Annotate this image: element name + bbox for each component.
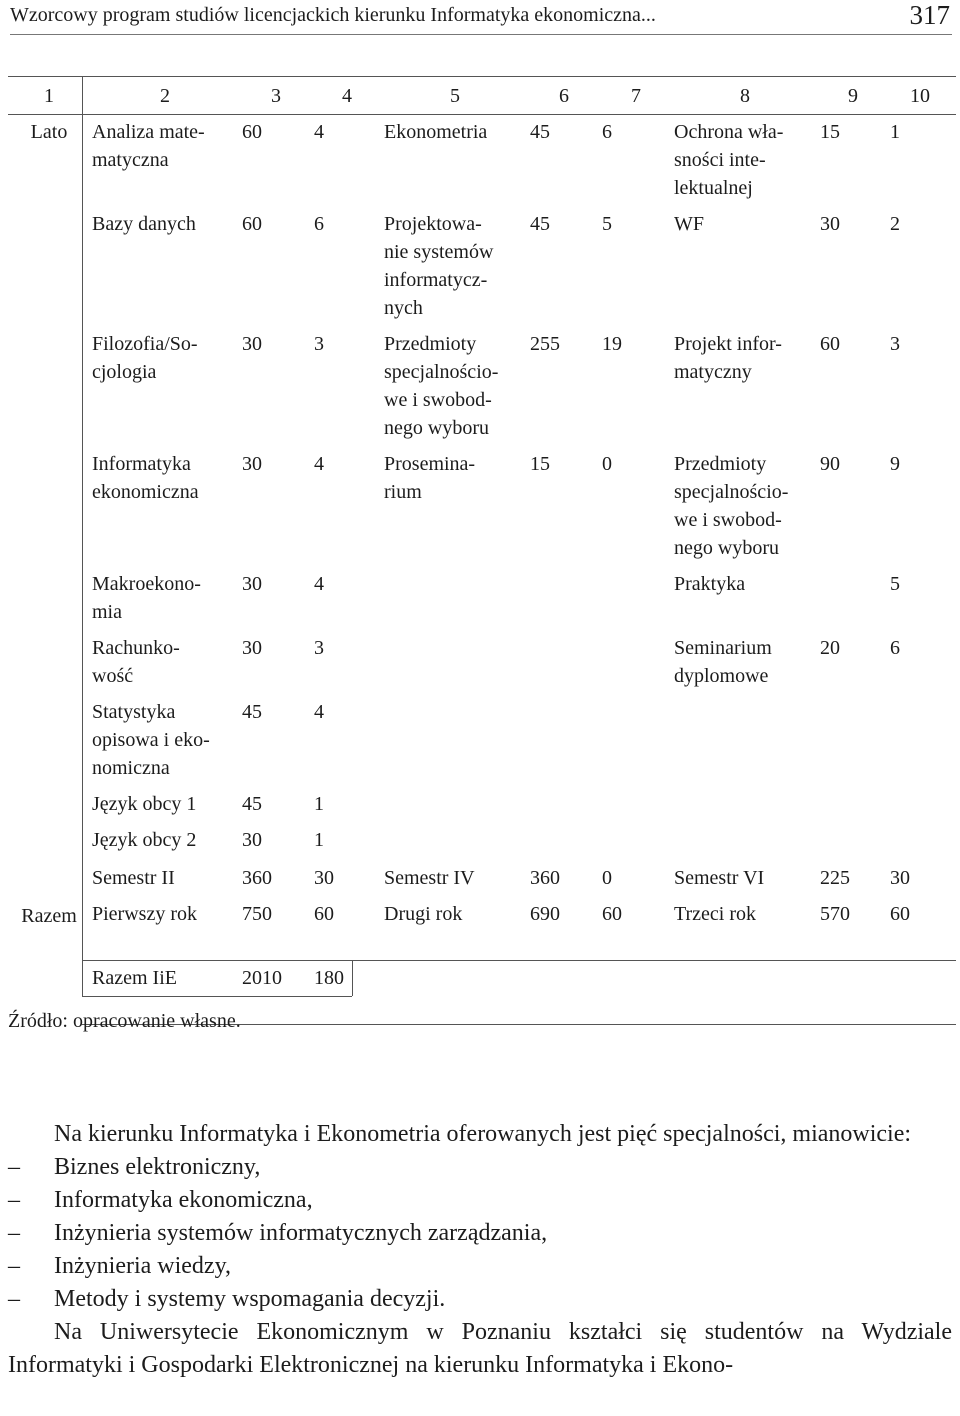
page-number: 317 [909, 0, 950, 30]
year-total-cell: 690 [530, 903, 560, 925]
semester-total-cell: 225 [820, 867, 850, 889]
subject-cell: Projekt infor- matyczny [674, 333, 782, 383]
subject-cell: Język obcy 2 [92, 829, 197, 851]
column-number: 8 [740, 85, 750, 107]
subject-cell: Ochrona wła- sności inte- lektualnej [674, 121, 784, 199]
ects-cell: 4 [314, 121, 324, 143]
hours-cell: 60 [820, 333, 840, 355]
razem-label: Razem [21, 905, 77, 927]
column-number: 5 [450, 85, 460, 107]
hours-cell: 15 [530, 453, 550, 475]
column-number: 4 [342, 85, 352, 107]
hours-cell: 45 [242, 701, 262, 723]
subject-cell: Ekonometria [384, 121, 488, 143]
semester-total-cell: 30 [890, 867, 910, 889]
ects-cell: 9 [890, 453, 900, 475]
ects-cell: 1 [314, 793, 324, 815]
ects-cell: 5 [602, 213, 612, 235]
hours-cell: 60 [242, 213, 262, 235]
specializations-list [8, 1151, 952, 1316]
ects-cell: 0 [602, 453, 612, 475]
semester-total-cell: 360 [530, 867, 560, 889]
grand-total-cell: 2010 [242, 967, 282, 989]
subject-cell: Praktyka [674, 573, 746, 595]
subject-cell: Przedmioty specjalnościo- we i swobod- nego wyboru [674, 453, 789, 559]
specialization-item: – Inżynieria systemów informatycznych zarządzania, [8, 1217, 952, 1250]
hours-cell: 30 [242, 573, 262, 595]
grand-total-cell: Razem IiE [92, 967, 177, 989]
hours-cell: 45 [242, 793, 262, 815]
column-number: 2 [160, 85, 170, 107]
specialization-item: – Informatyka ekonomiczna, [8, 1184, 952, 1217]
ects-cell: 6 [602, 121, 612, 143]
ects-cell: 4 [314, 453, 324, 475]
hours-cell: 30 [242, 637, 262, 659]
specialization-item: – Metody i systemy wspomagania decyzji. [8, 1283, 952, 1316]
subject-cell: Język obcy 1 [92, 793, 197, 815]
hours-cell: 30 [242, 333, 262, 355]
hours-cell: 45 [530, 121, 550, 143]
year-total-cell: 570 [820, 903, 850, 925]
subject-cell: Makroekono- mia [92, 573, 201, 623]
year-total-cell: 60 [314, 903, 334, 925]
ects-cell: 1 [890, 121, 900, 143]
semester-total-cell: Semestr IV [384, 867, 475, 889]
semester-total-cell: 0 [602, 867, 612, 889]
ects-cell: 2 [890, 213, 900, 235]
semester-total-cell: Semestr II [92, 867, 175, 889]
season-label: Lato [30, 121, 68, 143]
semester-total-cell: 360 [242, 867, 272, 889]
ects-cell: 6 [314, 213, 324, 235]
column-number: 6 [559, 85, 569, 107]
subject-cell: Prosemina- rium [384, 453, 476, 503]
subject-cell: Informatyka ekonomiczna [92, 453, 199, 503]
subject-cell: Projektowa- nie systemów informatycz- nych [384, 213, 494, 319]
running-header [10, 0, 952, 35]
ects-cell: 4 [314, 573, 324, 595]
hours-cell: 30 [820, 213, 840, 235]
grand-total-cell: 180 [314, 967, 344, 989]
body-text [8, 1118, 952, 1382]
year-total-top-rule [82, 960, 956, 961]
column-number: 9 [848, 85, 858, 107]
specialization-item: – Inżynieria wiedzy, [8, 1250, 952, 1283]
year-total-cell: 60 [602, 903, 622, 925]
hours-cell: 255 [530, 333, 560, 355]
hours-cell: 45 [530, 213, 550, 235]
year-total-cell: Pierwszy rok [92, 903, 197, 925]
table-top-rule [8, 76, 956, 77]
column-number: 7 [631, 85, 641, 107]
header-row-rule [8, 114, 956, 115]
ects-cell: 1 [314, 829, 324, 851]
specialization-item: – Biznes elektroniczny, [8, 1151, 952, 1184]
curriculum-table [8, 76, 956, 996]
source-note: Źródło: opracowanie własne. [8, 1010, 241, 1032]
semester-total-cell: 30 [314, 867, 334, 889]
column-number: 3 [271, 85, 281, 107]
ects-cell: 4 [314, 701, 324, 723]
subject-cell: Przedmioty specjalnościo- we i swobod- nego wyboru [384, 333, 499, 439]
subject-cell: Rachunko- wość [92, 637, 180, 687]
hours-cell: 15 [820, 121, 840, 143]
subject-cell: Statystyka opisowa i eko- nomiczna [92, 701, 210, 779]
ects-cell: 3 [314, 637, 324, 659]
subject-cell: Analiza mate- matyczna [92, 121, 205, 171]
ects-cell: 5 [890, 573, 900, 595]
year-total-cell: 750 [242, 903, 272, 925]
subject-cell: Bazy danych [92, 213, 196, 235]
ects-cell: 3 [314, 333, 324, 355]
ects-cell: 3 [890, 333, 900, 355]
razem-column-rule [82, 76, 83, 996]
closing-paragraph: Na Uniwersytecie Ekonomicznym w Poznaniu kształci się studentów na Wydziale Informatyki i Gospodarki Elektronicznej na kierunku Informatyka i Ekono- [8, 1319, 952, 1378]
year-total-cell: Drugi rok [384, 903, 463, 925]
running-title: Wzorcowy program studiów licencjackich kierunku Informatyka ekonomiczna... [10, 4, 656, 26]
hours-cell: 20 [820, 637, 840, 659]
column-number: 1 [44, 85, 54, 107]
ects-cell: 6 [890, 637, 900, 659]
grand-total-bottom-rule [82, 996, 352, 997]
subject-cell: Seminarium dyplomowe [674, 637, 772, 687]
hours-cell: 60 [242, 121, 262, 143]
hours-cell: 30 [242, 829, 262, 851]
subject-cell: Filozofia/So- cjologia [92, 333, 198, 383]
year-total-cell: Trzeci rok [674, 903, 757, 925]
column-number: 10 [910, 85, 930, 107]
hours-cell: 90 [820, 453, 840, 475]
subject-cell: WF [674, 213, 704, 235]
year-total-cell: 60 [890, 903, 910, 925]
hours-cell: 30 [242, 453, 262, 475]
semester-total-cell: Semestr VI [674, 867, 765, 889]
intro-paragraph: Na kierunku Informatyka i Ekonometria oferowanych jest pięć specjalności, mianowicie: [54, 1121, 912, 1147]
ects-cell: 19 [602, 333, 622, 355]
